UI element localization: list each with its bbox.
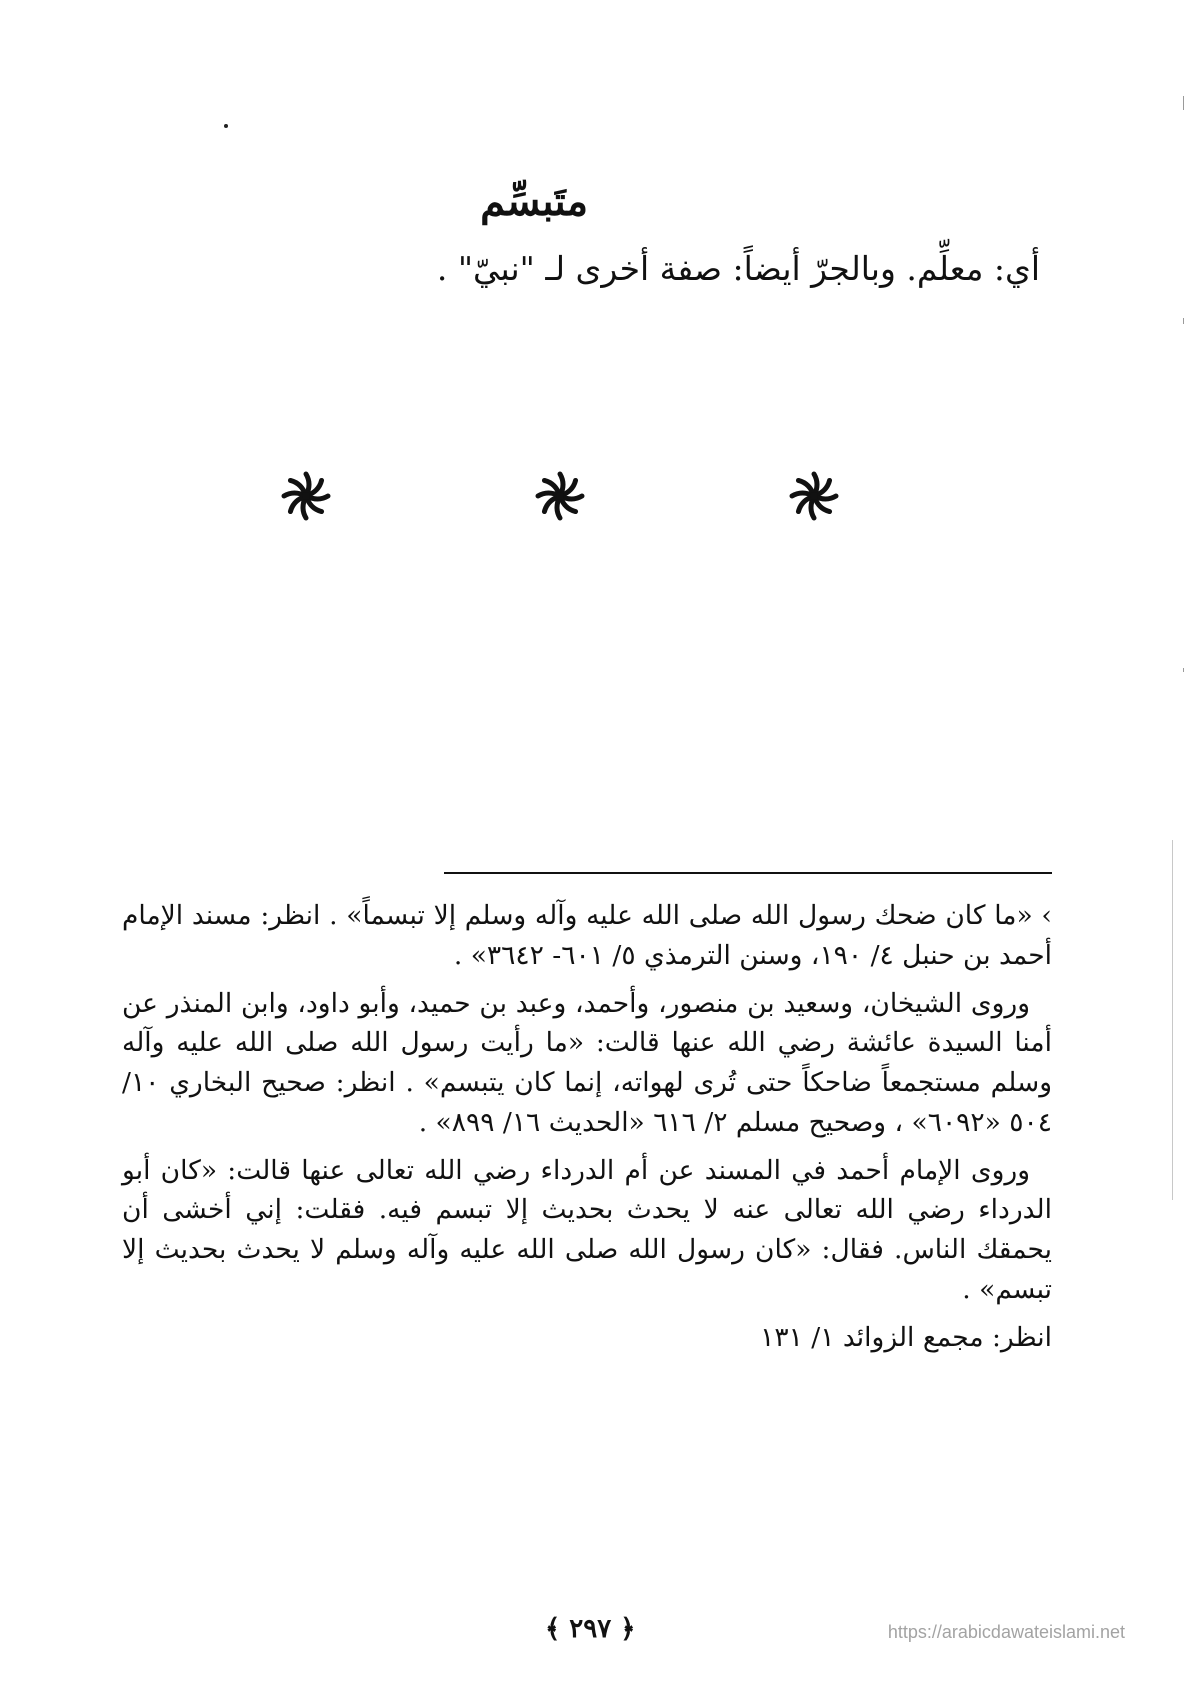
asterisk-flower-icon — [280, 470, 332, 522]
footnotes — [122, 896, 1052, 1365]
section-separator — [280, 466, 840, 526]
scan-mark — [1183, 668, 1184, 672]
footnote-paragraph: وروى الإمام أحمد في المسند عن أم الدرداء رضي الله تعالى عنها قالت: «كان أبو الدرداء رضي الله تعالى عنه لا يحدث بحديث إلا تبسم فيه. فقلت: إني أخشى أن يحمقك الناس. فقال: «كان رسول الله صلى الله عليه وآله وسلم لا يحدث بحديث إلا تبسم» . — [122, 1154, 1052, 1305]
asterisk-flower-icon — [534, 470, 586, 522]
watermark-url: https://arabicdawateislami.net — [887, 1622, 1125, 1642]
footnote-paragraph: وروى الشيخان، وسعيد بن منصور، وأحمد، وعبد بن حميد، وأبو داود، وابن المنذر عن أمنا السيدة عائشة رضي الله عنها قالت: «ما رأيت رسول الله صلى الله عليه وآله وسلم مستجمعاً ضاحكاً حتى تُرى لهواته، إنما كان يتبسم» . انظر: صحيح البخاري ١٠/ ٥٠٤ «٦٠٩٢» ، وصحيح مسلم ٢/ ٦١٦ «الحديث ١٦/ ٨٩٩» . — [122, 987, 1052, 1138]
scan-mark — [1183, 318, 1184, 324]
entry-headword: متَبسِّم — [480, 178, 588, 225]
asterisk-flower-icon — [788, 470, 840, 522]
entry-gloss: أي: معلِّم. وبالجرّ أيضاً: صفة أخرى لـ "نبيّ" . — [436, 249, 1040, 288]
scan-mark — [1172, 840, 1173, 1200]
scan-mark — [1183, 96, 1184, 110]
stray-dot — [224, 124, 228, 128]
page-number: ﴿ ٢٩٧ ﴾ — [545, 1614, 636, 1644]
footnote-reference: انظر: مجمع الزوائد ١/ ١٣١ — [760, 1321, 1052, 1353]
footnote-divider — [444, 872, 1052, 874]
footnote-paragraph: › «ما كان ضحك رسول الله صلى الله عليه وآله وسلم إلا تبسماً» . انظر: مسند الإمام أحمد بن حنبل ٤/ ١٩٠، وسنن الترمذي ٥/ ٦٠١- ٣٦٤٢» . — [122, 900, 1052, 971]
